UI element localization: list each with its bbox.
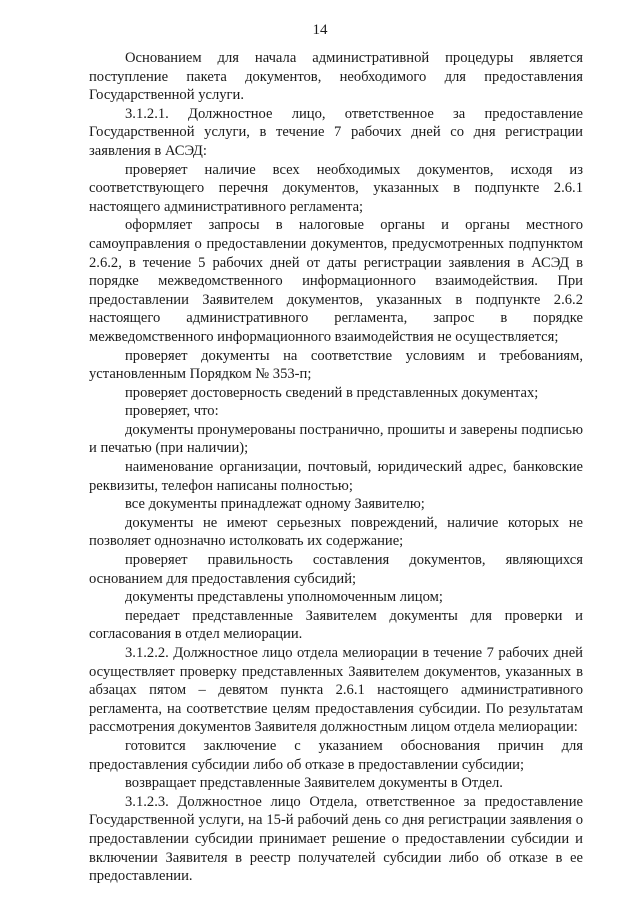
paragraph: проверяет правильность составления документов, являющихся основанием для предоставления субсидий; [89,552,583,587]
page-number: 14 [312,22,328,38]
document-body [89,49,583,886]
paragraph: передает представленные Заявителем документы для проверки и согласования в отдел мелиорации. [89,607,583,643]
paragraph: готовится заключение с указанием обоснования причин для предоставления субсидии либо об отказе в предоставлении субсидии; [89,737,583,773]
paragraph: проверяет наличие всех необходимых документов, исходя из соответствующего перечня документов, указанных в подпункте 2.6.1 настоящего административного регламента; [89,161,583,215]
paragraph: 3.1.2.3. Должностное лицо Отдела, ответственное за предоставление Государственной услуги, на 15-й рабочий день со дня регистрации заявления о предоставлении субсидии принимает решение о предоставлении субсидии и включении Заявителя в реестр получателей субсидии либо об отказе в ее предоставлении. [89,793,583,885]
paragraph: Основанием для начала административной процедуры является поступление пакета документов, необходимого для предоставления Государственной услуги. [89,50,583,104]
paragraph: проверяет достоверность сведений в представленных документах; [125,384,539,401]
paragraph: 3.1.2.1. Должностное лицо, ответственное за предоставление Государственной услуги, в течение 7 рабочих дней со дня регистрации заявления в АСЭД: [89,105,583,159]
paragraph: проверяет документы на соответствие условиям и требованиям, установленным Порядком № 353-п; [89,347,583,383]
paragraph: документы не имеют серьезных повреждений, наличие которых не позволяет однозначно истолковать их содержание; [89,514,583,550]
paragraph: проверяет, что: [125,403,219,420]
paragraph: все документы принадлежат одному Заявителю; [125,496,425,513]
paragraph: возвращает представленные Заявителем документы в Отдел. [125,775,503,792]
paragraph: наименование организации, почтовый, юридический адрес, банковские реквизиты, телефон написаны полностью; [89,459,583,494]
paragraph: документы пронумерованы постранично, прошиты и заверены подписью и печатью (при наличии); [89,421,583,457]
paragraph: оформляет запросы в налоговые органы и органы местного самоуправления о предоставлении документов, предусмотренных подпунктом 2.6.2, в течение 5 рабочих дней от даты регистрации заявления в АСЭД в порядке межведомственного информационного взаимодействия. При предоставлении Заявителем документов, указанных в подпункте 2.6.2 настоящего административного регламента, запрос в порядке межведомственного информационного взаимодействия не осуществляется; [89,217,583,345]
paragraph: документы представлены уполномоченным лицом; [125,589,443,606]
paragraph: 3.1.2.2. Должностное лицо отдела мелиорации в течение 7 рабочих дней осуществляет проверку представленных Заявителем документов, указанных в абзацах пятом – девятом пункта 2.6.1 настоящего административного регламента, на соответствие целям предоставления субсидии. По результатам рассмотрения документов Заявителя должностным лицом отдела мелиорации: [89,645,583,736]
